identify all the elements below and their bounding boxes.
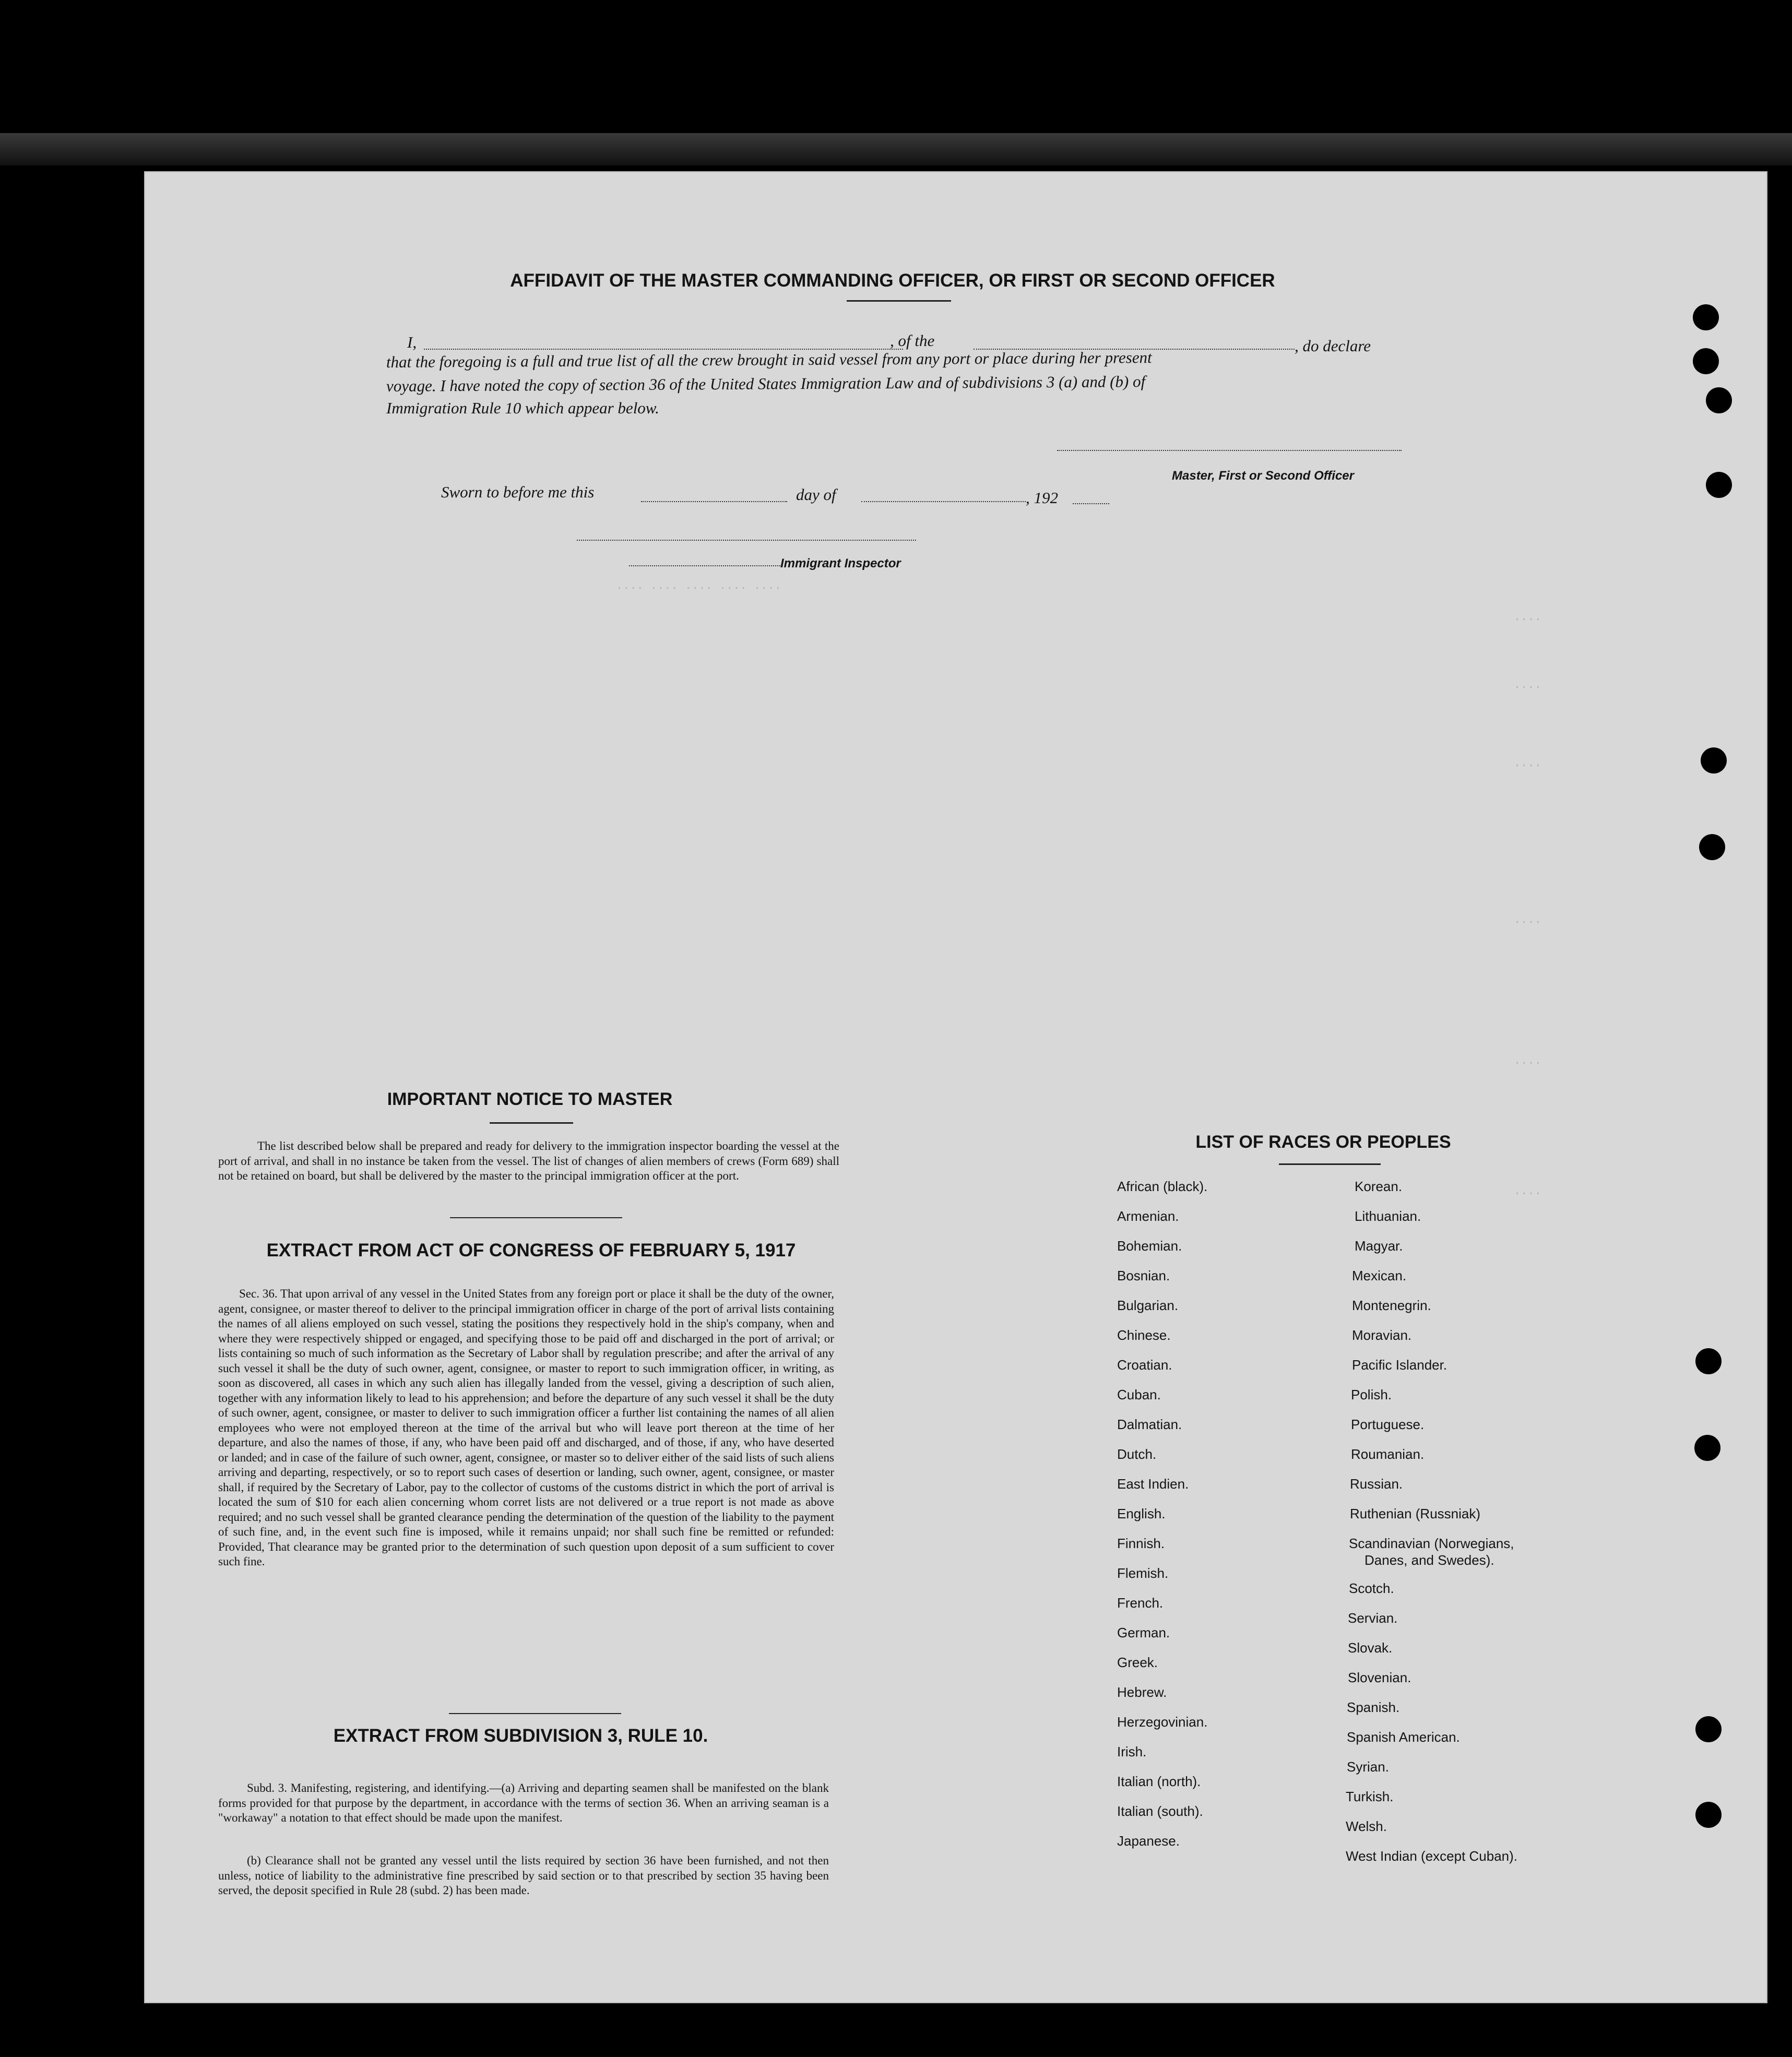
race-item: Turkish.: [1346, 1789, 1394, 1804]
race-item: Japanese.: [1117, 1833, 1180, 1849]
race-item: East Indien.: [1117, 1476, 1189, 1492]
master-signature-label: Master, First or Second Officer: [1172, 469, 1354, 483]
act-title: EXTRACT FROM ACT OF CONGRESS OF FEBRUARY 5, 1917: [266, 1240, 796, 1261]
race-item: Slovenian.: [1348, 1670, 1411, 1685]
race-item: Lithuanian.: [1355, 1208, 1421, 1224]
race-item: Magyar.: [1355, 1238, 1403, 1254]
inspector-signature-line: [577, 540, 916, 541]
race-item: Bulgarian.: [1117, 1298, 1179, 1313]
race-item: Finnish.: [1117, 1536, 1165, 1551]
races-title: LIST OF RACES OR PEOPLES: [1195, 1132, 1451, 1152]
notice-text: The list described below shall be prepared and ready for delivery to the immigration inspector boarding the vessel at the port of arrival, and shall in no instance be taken from the vessel. The list of changes of alien members of crews (Form 689) shall not be retained on board, but shall be delivered by the master to the principal immigration officer at the port.: [218, 1139, 839, 1182]
race-item: Bohemian.: [1117, 1238, 1182, 1254]
inspector-signature-line-2: [629, 565, 780, 566]
scanner-edge: [0, 133, 1792, 165]
race-item: Montenegrin.: [1352, 1298, 1431, 1313]
race-item: Danes, and Swedes).: [1364, 1552, 1494, 1568]
affidavit-do-declare-label: , do declare: [1295, 337, 1371, 355]
divider-2: [449, 1713, 621, 1714]
race-item: French.: [1117, 1595, 1164, 1611]
race-item: Korean.: [1355, 1179, 1403, 1194]
name-blank: [424, 349, 903, 350]
race-item: Croatian.: [1117, 1357, 1172, 1373]
affidavit-line-3: Immigration Rule 10 which appear below.: [386, 399, 659, 417]
affidavit-i-label: I,: [407, 333, 417, 351]
race-item: Portuguese.: [1351, 1417, 1425, 1432]
race-item: Dutch.: [1117, 1446, 1157, 1462]
race-item: Irish.: [1117, 1744, 1147, 1759]
act-text: Sec. 36. That upon arrival of any vessel in the United States from any foreign port or place it shall be the duty of the owner, agent, consignee, or master thereof to deliver to the principal immigration officer in charge of the port of arrival lists containing the names of all aliens employed on such vessel, stating the positions they respectively hold in the ship's company, when and where they were respectively shipped or engaged, and specifying those to be paid off and discharged in the port of arrival; or lists containing so much of such information as the Secretary of Labor shall by regulation prescribe; and after the arrival of any such vessel it shall be the duty of such owner, agent, consignee, or master to report to such immigration officer, in writing, as soon as discovered, all cases in which any such alien has illegally landed from the vessel, giving a description of such alien, together with any information likely to lead to his apprehension; and before the departure of any such vessel it shall be the duty of such owner, agent, consignee, or master to deliver to such immigration officer a further list containing the names of all alien employees who were not employed thereon at the time of the arrival but who will leave port thereon at the time of her departure, and also the names of those, if any, who have been paid off and discharged, and of those, if any, who have deserted or landed; and in case of the failure of such owner, agent, consignee, or master so to deliver either of the said lists of such aliens arriving and departing, respectively, or so to report such cases of desertion or landing, such owner, agent, consignee, or master shall, if required by the Secretary of Labor, pay to the collector of customs of the customs district in which the port of arrival is located the sum of $10 for each alien concerning whom corret lists are not delivered or a true report is not made as above required; and no such vessel shall be granted clearance pending the determination of the question of the liability to the payment of such fine, and, in the event such fine is imposed, while it remains unpaid; nor shall such fine be remitted or refunded: Provided, That clearance may be granted prior to the determination of such question upon deposit of a sum sufficient to cover such fine.: [218, 1287, 834, 1568]
race-item: Polish.: [1351, 1387, 1392, 1402]
year-blank: [1073, 503, 1109, 504]
master-signature-line: [1057, 450, 1402, 451]
race-item: Armenian.: [1117, 1208, 1179, 1224]
race-item: Bosnian.: [1117, 1268, 1170, 1283]
race-item: Spanish.: [1347, 1699, 1400, 1715]
race-item: Syrian.: [1347, 1759, 1389, 1775]
race-item: Italian (north).: [1117, 1774, 1201, 1789]
race-item: Roumanian.: [1351, 1446, 1425, 1462]
race-item: German.: [1117, 1625, 1170, 1640]
race-item: Hebrew.: [1117, 1684, 1167, 1700]
rule-text-a: Subd. 3. Manifesting, registering, and identifying.—(a) Arriving and departing seamen shall be manifested on the blank forms provided for that purpose by the department, in accordance with the terms of section 36. When an arriving seaman is a "workaway" a notation to that effect should be made upon the manifest.: [218, 1781, 829, 1824]
day-of-label: day of: [796, 485, 836, 504]
sworn-month-blank: [861, 501, 1026, 502]
race-item: Scotch.: [1349, 1580, 1394, 1596]
race-item: African (black).: [1117, 1179, 1208, 1194]
race-item: English.: [1117, 1506, 1166, 1521]
affidavit-line-1: that the foregoing is a full and true list of all the crew brought in said vessel from any port or place during her present: [386, 348, 1152, 371]
race-item: Herzegovinian.: [1117, 1714, 1208, 1730]
divider: [450, 1217, 622, 1218]
sworn-label: Sworn to before me this: [441, 483, 595, 501]
race-item: Greek.: [1117, 1655, 1158, 1670]
race-item: Slovak.: [1348, 1640, 1393, 1656]
inspector-label: Immigrant Inspector: [780, 556, 901, 570]
race-item: Chinese.: [1117, 1327, 1171, 1343]
title-underline: [847, 300, 951, 302]
race-item: Italian (south).: [1117, 1803, 1203, 1819]
race-item: Flemish.: [1117, 1565, 1169, 1581]
affidavit-line-2: voyage. I have noted the copy of section 36 of the United States Immigration Law and of subdivisions 3 (a) and (b) of: [386, 372, 1146, 395]
rule-text-b: (b) Clearance shall not be granted any vessel until the lists required by section 36 have been furnished, and not then unless, notice of liability to the administrative fine prescribed by said section or to that prescribed by section 35 having been served, the deposit specified in Rule 28 (subd. 2) has been made.: [218, 1854, 829, 1897]
notice-title: IMPORTANT NOTICE TO MASTER: [387, 1089, 673, 1109]
affidavit-title: AFFIDAVIT OF THE MASTER COMMANDING OFFICER, OR FIRST OR SECOND OFFICER: [510, 270, 1275, 291]
race-item: Welsh.: [1346, 1818, 1387, 1834]
race-item: Spanish American.: [1347, 1729, 1460, 1745]
race-item: West Indian (except Cuban).: [1346, 1848, 1518, 1864]
notice-underline: [490, 1122, 573, 1124]
races-underline: [1279, 1163, 1381, 1165]
year-label: , 192: [1026, 489, 1058, 507]
race-item: Mexican.: [1352, 1268, 1407, 1283]
race-item: Servian.: [1348, 1610, 1398, 1626]
affidavit-of-the-label: , of the: [890, 331, 935, 350]
race-item: Moravian.: [1352, 1327, 1412, 1343]
race-item: Ruthenian (Russniak): [1350, 1506, 1481, 1521]
sworn-day-blank: [641, 501, 787, 502]
rule-title: EXTRACT FROM SUBDIVISION 3, RULE 10.: [333, 1726, 708, 1746]
race-item: Scandinavian (Norwegians,: [1349, 1536, 1514, 1551]
race-item: Dalmatian.: [1117, 1417, 1182, 1432]
race-item: Russian.: [1350, 1476, 1403, 1492]
race-item: Pacific Islander.: [1352, 1357, 1447, 1373]
race-item: Cuban.: [1117, 1387, 1161, 1402]
